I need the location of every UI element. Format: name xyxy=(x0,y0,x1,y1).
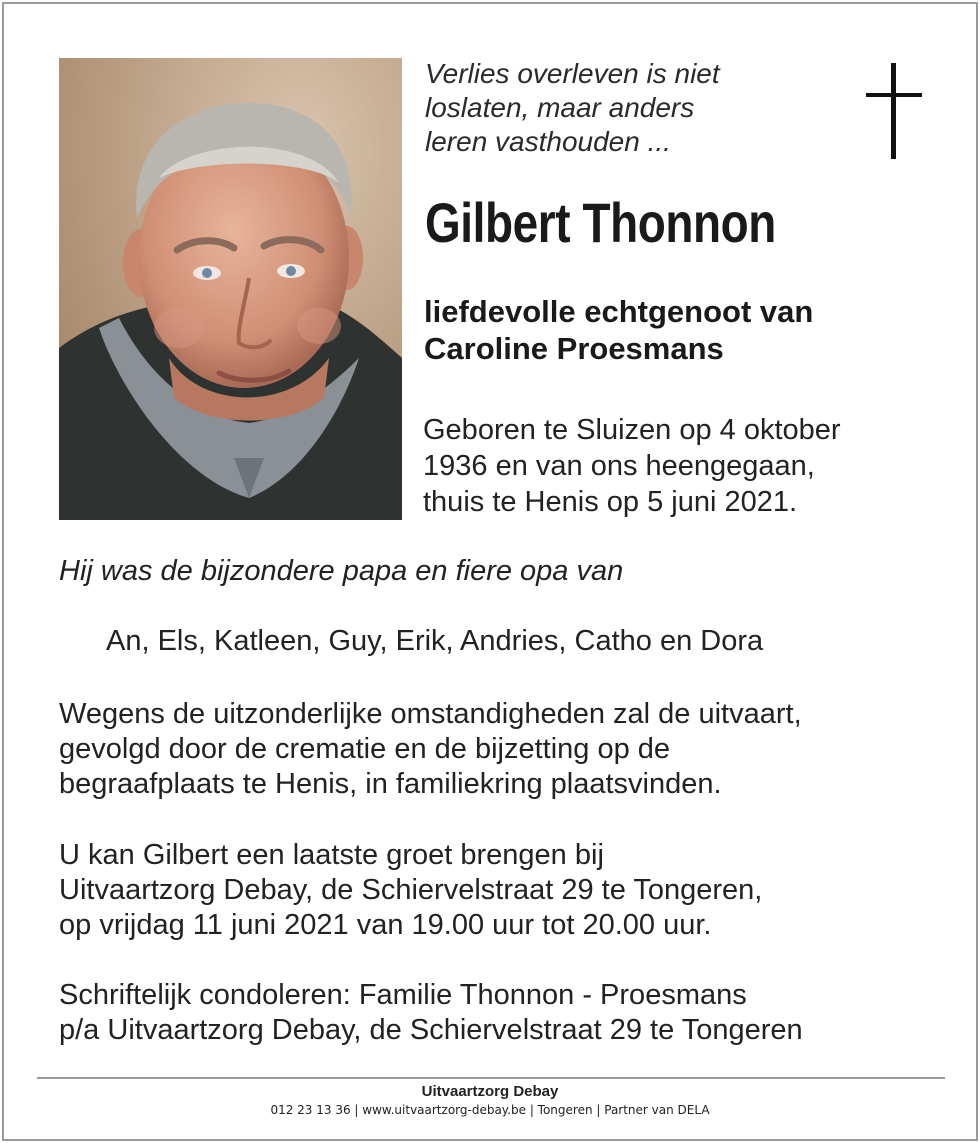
children-names: An, Els, Katleen, Guy, Erik, Andries, Catho en Dora xyxy=(106,625,764,657)
funeral-line: Wegens de uitzonderlijke omstandigheden zal de uitvaart, xyxy=(59,698,802,730)
footer-contact-info: 012 23 13 36 | www.uitvaartzorg-debay.be | Tongeren | Partner van DELA xyxy=(270,1103,710,1117)
family-intro-text: Hij was de bijzondere papa en fiere opa van xyxy=(59,555,624,587)
condolences-paragraph xyxy=(59,978,959,1048)
portrait-illustration xyxy=(59,58,402,520)
deceased-name: Gilbert Thonnon xyxy=(425,191,776,254)
children-list xyxy=(106,624,980,659)
spouse-line: liefdevolle echtgenoot van xyxy=(424,294,814,329)
quote-line: leren vasthouden ... xyxy=(425,126,671,157)
cross-icon xyxy=(866,63,922,159)
condolences-line: Schriftelijk condoleren: Familie Thonnon - Proesmans xyxy=(59,979,747,1011)
family-intro xyxy=(59,554,959,589)
condolences-line: p/a Uitvaartzorg Debay, de Schiervelstraat 29 te Tongeren xyxy=(59,1014,803,1046)
portrait-photo xyxy=(59,58,402,520)
footer-divider xyxy=(37,1077,945,1079)
funeral-paragraph xyxy=(59,697,959,802)
visitation-line: U kan Gilbert een laatste groet brengen bij xyxy=(59,839,604,871)
visitation-line: op vrijdag 11 juni 2021 van 19.00 uur tot 20.00 uur. xyxy=(59,909,712,941)
birth-line: 1936 en van ons heengegaan, xyxy=(423,450,815,482)
birth-line: thuis te Henis op 5 juni 2021. xyxy=(423,486,798,518)
quote-line: loslaten, maar anders xyxy=(425,92,695,123)
visitation-line: Uitvaartzorg Debay, de Schiervelstraat 29 te Tongeren, xyxy=(59,874,763,906)
funeral-line: gevolgd door de crematie en de bijzetting op de xyxy=(59,733,671,765)
birth-line: Geboren te Sluizen op 4 oktober xyxy=(423,414,841,446)
spouse-line: Caroline Proesmans xyxy=(424,331,724,366)
funeral-line: begraafplaats te Henis, in familiekring plaatsvinden. xyxy=(59,768,722,800)
footer-company: Uitvaartzorg Debay xyxy=(421,1083,559,1100)
spouse-statement xyxy=(424,293,964,367)
memorial-quote xyxy=(425,57,825,159)
birth-death-statement xyxy=(423,412,963,520)
quote-line: Verlies overleven is niet xyxy=(425,58,720,89)
visitation-paragraph xyxy=(59,838,959,943)
